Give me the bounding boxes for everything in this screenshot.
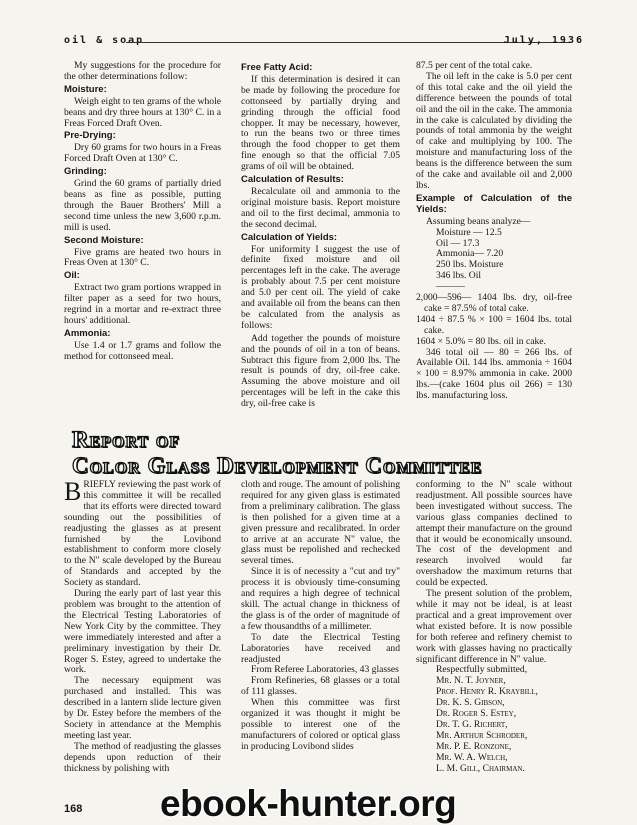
article-title [72, 427, 572, 479]
section-heading: Pre-Drying: [64, 130, 116, 142]
section-heading: Free Fatty Acid: [241, 62, 313, 73]
paragraph: The present solution of the problem, while it may not be ideal, is at least practical and a great improvement over what existed before. It is now possible for both referee and refinery chemist to work with glasses having no practically significant difference in N" value. [416, 588, 572, 665]
text-line: Moisture — 12.5 [436, 226, 502, 238]
paragraph: From Referee Laboratories, 43 glasses [251, 664, 399, 676]
paragraph: If this determination is desired it can be made by following the procedure for cottonseed by partially drying and grinding through the official food chopper. It may be necessary, however, to run the beans two or three times through the food chopper to get them fine enough so that the official 7.05 grams of oil will be obtained. [241, 73, 400, 173]
text-line: Oil — 17.3 [436, 237, 480, 249]
text-line: 346 lbs. Oil [436, 270, 482, 282]
paragraph: The necessary equipment was purchased and installed. This was described in a lantern slide lecture given by Dr. Estey before the members of the Society in attendance at the Memphis meeting last year. [64, 675, 221, 741]
paragraph: Weigh eight to ten grams of the whole beans and dry three hours at 130° C. in a Freas Forced Draft Oven. [64, 95, 221, 129]
section-heading: Calculation of Results: [241, 174, 344, 186]
signature-line: Prof. Henry R. Kraybill, [436, 686, 538, 698]
paragraph: The method of readjusting the glasses depends upon reduction of their thickness by polishing with [64, 740, 221, 774]
running-header-journal: oil & soap [64, 35, 145, 46]
paragraph: When this committee was first organized it was thought it might be possible to interest one of the manufacturers of colored or optical glass in producing Lovibond slides [241, 697, 400, 752]
column-5 [241, 480, 400, 753]
paragraph: 87.5 per cent of the total cake. [416, 60, 533, 71]
paragraph: For uniformity I suggest the use of definite fixed moisture and oil percentages left in the cake. The average is probably about 7.5 per cent moisture and 5.0 per cent oil. The yield of cake and available oil from the beans can then be calculated from the analysis as follows: [241, 243, 400, 331]
paragraph: conforming to the N" scale without readjustment. All possible sources have been investigated without success. The various glass companies declined to attempt their manufacture on the ground that it would be economically unsound. The cost of the development and research involved would far overshadow the maximum returns that could be expected. [416, 479, 572, 589]
signature-line: Dr. Roger S. Estey, [436, 708, 517, 720]
paragraph: cloth and rouge. The amount of polishing required for any given glass is estimated from a preliminary calibration. The glass is then polished for a given time at a given pressure and recalibrated. In order to arrive at an accurate N" value, the glass must be repolished and rechecked several times. [241, 479, 400, 567]
paragraph: Extract two gram portions wrapped in filter paper as a seed for two hours, regrind in a mortar and re-extract three hours' additional. [64, 282, 221, 326]
section-heading: Oil: [64, 270, 80, 282]
paragraph [64, 477, 221, 589]
signature-line: Dr. K. S. Gibson, [436, 697, 505, 709]
paragraph: Since it is of necessity a "cut and try" process it is obviously time-consuming and requires a high degree of technical skill. The actual change in thickness of the glass is of the order of magnitude of a few thousandths of a millimeter. [241, 566, 400, 632]
column-6 [416, 480, 572, 774]
title-line-2: Color Glass Development Committee [72, 453, 483, 478]
paragraph: During the early part of last year this problem was brought to the attention of the Electrical Testing Laboratories of New York City by the committee. They were immediately interested and after a preliminary investigation by their Dr. Roger S. Estey, agreed to undertake the work. [64, 588, 221, 676]
section-heading: Grinding: [64, 166, 107, 178]
page-number: 168 [64, 803, 83, 815]
text-line: 250 lbs. Moisture [436, 259, 504, 271]
paragraph: Add together the pounds of moisture and the pounds of oil in a ton of beans. Subtract this figure from 2,000 lbs. The result is pounds of dry, oil-free cake. Assuming the above moisture and oil percentages will be left in the cake this dry, oil-free cake is [241, 332, 400, 410]
paragraph: Five grams are heated two hours in Freas Oven at 130° C. [64, 246, 221, 269]
text-line: 1404 ÷ 87.5 % × 100 = 1604 lbs. total cake. [416, 313, 572, 336]
section-heading: Second Moisture: [64, 234, 144, 246]
text-line: 2,000—596— 1404 lbs. dry, oil-free cake = 87.5% of total cake. [416, 292, 572, 314]
paragraph: From Refineries, 68 glasses or a total of 111 glasses. [241, 675, 400, 698]
paragraph: To date the Electrical Testing Laboratories have received and readjusted [241, 631, 400, 665]
column-4 [64, 477, 221, 774]
paragraph: Recalculate oil and ammonia to the original moisture basis. Report moisture and oil to the first decimal, ammonia to the second decimal. [241, 185, 400, 230]
section-heading: Calculation of Yields: [241, 231, 338, 243]
text-line: 1604 × 5.0% = 80 lbs. oil in cake. [416, 335, 546, 347]
text-line: Assuming beans analyze— [426, 215, 531, 227]
signature-line: Mr. N. T. Joyner, [436, 675, 506, 687]
column-1 [64, 61, 221, 365]
closing-line: Respectfully submitted, [436, 664, 528, 676]
section-heading: Moisture: [64, 83, 107, 95]
paragraph: My suggestions for the procedure for the other determinations follow: [64, 60, 221, 82]
signature-line: Mr. P. E. Ronzone, [436, 740, 512, 752]
watermark: ebook-hunter.org [160, 783, 457, 824]
paragraph: Dry 60 grams for two hours in a Freas Forced Draft Oven at 130° C. [64, 142, 221, 165]
paragraph: The oil left in the cake is 5.0 per cent of this total cake and the oil yield the difference between the pounds of total oil and the oil in the cake. The ammonia in the cake is calculated by dividing the pounds of total ammonia by the weight of cake and multiplying by 100. The moisture and manufacturing loss of the beans is the difference between the sum of the cake and available oil and 2,000 lbs. [416, 70, 572, 191]
section-heading: Ammonia: [64, 327, 111, 339]
column-2 [241, 61, 400, 410]
signature-line: Mr. Arthur Schroder, [436, 729, 528, 741]
column-3 [416, 61, 572, 402]
paragraph-text: RIEFLY reviewing the past work of this committee it will be recalled that its efforts were directed toward sounding out the possibilities of readjusting the glasses as at present furnished by the Lovibond establishment to conform more closely to the N" scale developed by the Bureau of Standards and accepted by the Society as standard. [64, 479, 221, 589]
running-header-date: July, 1936 [503, 35, 584, 46]
text-line: Ammonia— 7.20 [436, 248, 504, 260]
paragraph: Use 1.4 or 1.7 grams and follow the method for cottonseed meal. [64, 339, 221, 362]
section-heading: Example of Calculation of the Yields: [416, 192, 572, 215]
text-line: 346 total oil — 80 = 266 lbs. of Available Oil. 144 lbs. ammonia ÷ 1604 × 100 = 8.97% ammonia in cake. 2000 lbs.—(cake 1604 plus oil 266) = 130 lbs. manufacturing loss. [416, 346, 572, 402]
drop-cap: B [64, 477, 82, 506]
text-line: ——— [436, 281, 465, 293]
title-line-1: Report of [72, 427, 181, 452]
signature-line: L. M. Gill, Chairman. [436, 762, 525, 774]
signature-line: Mr. W. A. Welch, [436, 751, 508, 763]
paragraph: Grind the 60 grams of partially dried beans as fine as possible, putting through the Bauer Brothers' Mill a second time unless the new 3,600 r.p.m. mill is used. [64, 178, 221, 233]
signature-line: Dr. T. G. Richert, [436, 718, 508, 730]
